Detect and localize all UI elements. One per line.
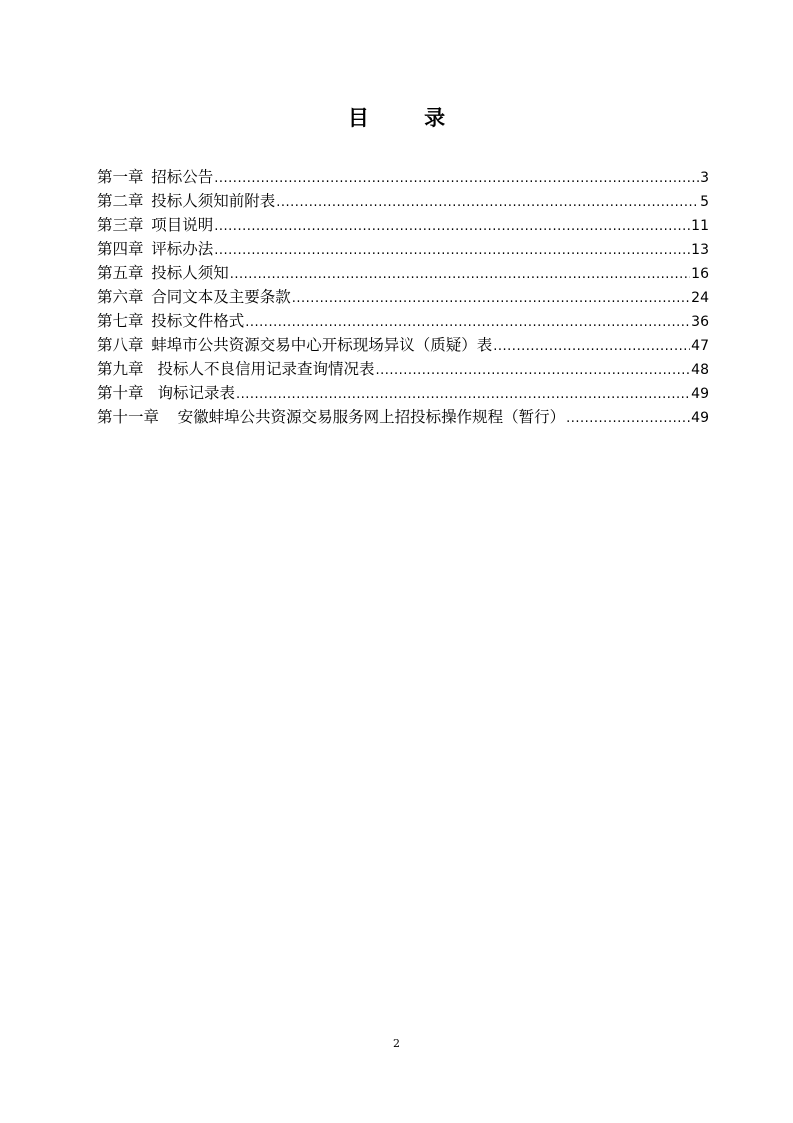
toc-heading: 询标记录表: [157, 384, 235, 402]
toc-leader-dots: [214, 215, 690, 239]
toc-page-number: 47: [691, 338, 709, 354]
toc-heading: 投标人须知前附表: [151, 192, 276, 210]
toc-chapter-label: 第六章: [97, 288, 144, 306]
toc-heading: 投标文件格式: [151, 312, 245, 330]
toc-leader-dots: [375, 359, 690, 383]
toc-page-number: 13: [691, 242, 709, 258]
toc-heading: 安徽蚌埠公共资源交易服务网上招投标操作规程（暂行）: [177, 408, 566, 426]
toc-leader-dots: [230, 263, 690, 287]
toc-chapter-label: 第九章: [97, 360, 144, 378]
toc-page-number: 3: [700, 170, 709, 186]
toc-page-number: 49: [691, 410, 709, 426]
toc-heading: 评标办法: [151, 240, 214, 258]
toc-page-number: 24: [691, 290, 709, 306]
toc-chapter-label: 第三章: [97, 216, 144, 234]
page-number: 2: [393, 1037, 400, 1050]
toc-heading: 招标公告: [151, 168, 214, 186]
toc-entry[interactable]: [97, 237, 709, 261]
toc-chapter-label: 第七章: [97, 312, 144, 330]
toc-leader-dots: [493, 335, 690, 359]
toc-entry[interactable]: [97, 165, 709, 189]
toc-entry[interactable]: [97, 405, 709, 429]
toc-chapter-label: 第十一章: [97, 408, 160, 426]
toc-entry[interactable]: [97, 381, 709, 405]
toc-leader-dots: [245, 311, 690, 335]
toc-entry[interactable]: [97, 189, 709, 213]
toc-heading: 蚌埠市公共资源交易中心开标现场异议（质疑）表: [151, 336, 493, 354]
toc-leader-dots: [292, 287, 690, 311]
toc-page-number: 5: [700, 194, 709, 210]
toc-chapter-label: 第一章: [97, 168, 144, 186]
toc-heading: 投标人须知: [151, 264, 229, 282]
toc-entry[interactable]: [97, 285, 709, 309]
page-title: 目 录: [347, 106, 470, 130]
toc-leader-dots: [214, 239, 690, 263]
toc-entry[interactable]: [97, 213, 709, 237]
table-of-contents: [97, 165, 709, 429]
toc-chapter-label: 第五章: [97, 264, 144, 282]
toc-chapter-label: 第十章: [97, 384, 144, 402]
toc-page-number: 11: [691, 218, 709, 234]
toc-page-number: 36: [691, 314, 709, 330]
toc-heading: 投标人不良信用记录查询情况表: [157, 360, 375, 378]
toc-leader-dots: [566, 407, 690, 431]
toc-page-number: 49: [691, 386, 709, 402]
toc-entry[interactable]: [97, 261, 709, 285]
toc-page-number: 48: [691, 362, 709, 378]
toc-leader-dots: [276, 191, 699, 215]
toc-page-number: 16: [691, 266, 709, 282]
toc-leader-dots: [236, 383, 690, 407]
toc-chapter-label: 第八章: [97, 336, 144, 354]
toc-chapter-label: 第二章: [97, 192, 144, 210]
toc-entry[interactable]: [97, 309, 709, 333]
toc-leader-dots: [214, 167, 699, 191]
toc-heading: 合同文本及主要条款: [151, 288, 291, 306]
toc-heading: 项目说明: [151, 216, 214, 234]
toc-entry[interactable]: [97, 357, 709, 381]
toc-chapter-label: 第四章: [97, 240, 144, 258]
toc-entry[interactable]: [97, 333, 709, 357]
